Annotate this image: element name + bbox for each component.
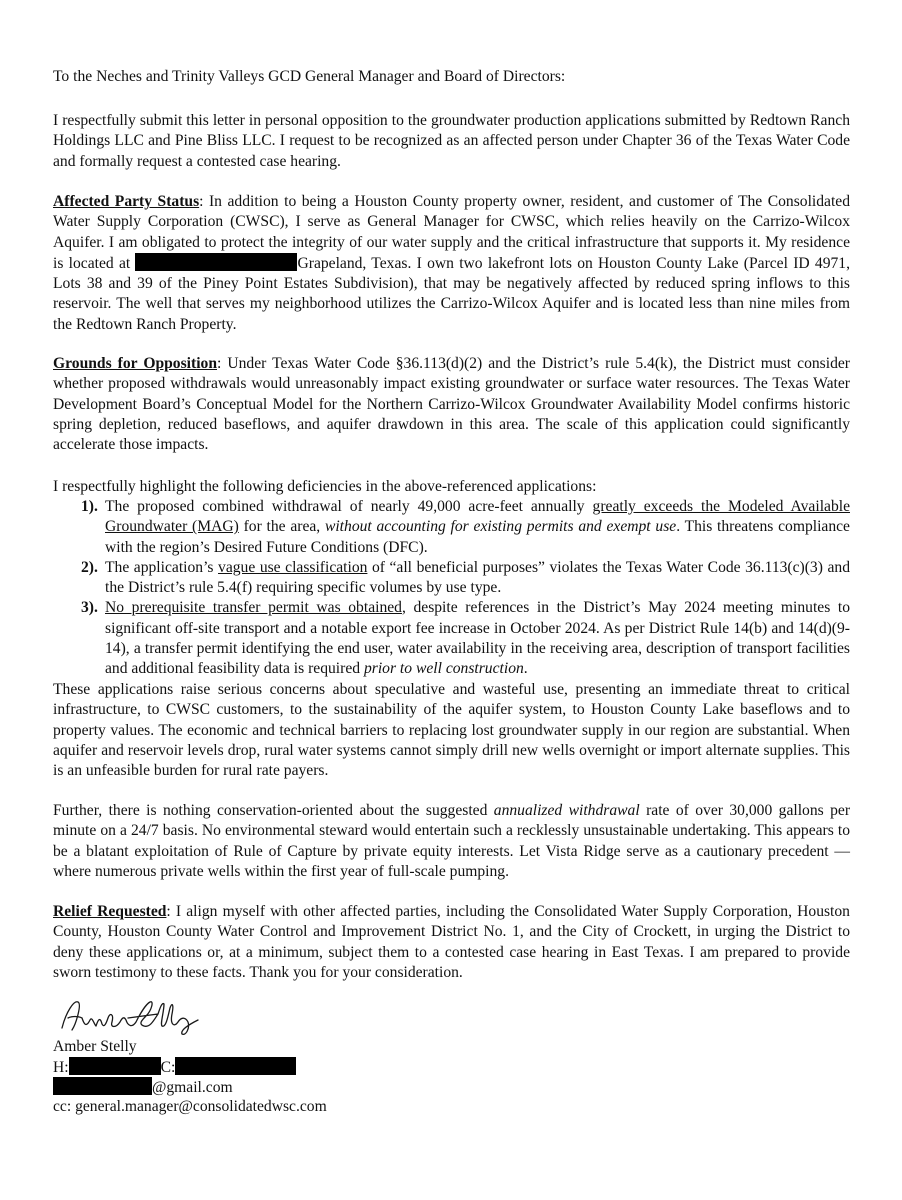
relief-paragraph: Relief Requested: I align myself with other affected parties, including the Consolidated Water Supply Corporation, Houston County, Houston County Water Control and Improvement District No. 1, and the City of Crockett, in urging the District to deny these applications or, at a minimum, subject them to a contested case hearing in East Texas. I am prepared to provide sworn testimony to these facts. Thank you for your consideration. (53, 903, 850, 981)
handwritten-signature (58, 994, 208, 1038)
concerns-paragraph: These applications raise serious concerns about speculative and wasteful use, presenting an immediate threat to critical infrastructure, to CWSC customers, to the sustainability of the aquifer system, to Houston County Lake baseflows and to property values. The economic and technical barriers to replacing lost groundwater supply in our region are substantial. When aquifer and reservoir levels drop, rural water systems cannot simply drill new wells overnight or import alternate supplies. This is an unfeasible burden for rural rate payers. (53, 681, 850, 780)
signer-name: Amber Stelly (53, 1038, 137, 1055)
deficiency-item-3: 3). No prerequisite transfer permit was obtained, despite references in the District’s May 2024 meeting minutes to significant off-site transport and a notable export fee increase in October 2024. As per District Rule 14(b) and 14(d)(9-14), a transfer permit identifying the end user, water availability in the receiving area, description of transport facilities and additional feasibility data is required prior to well construction. (81, 599, 850, 678)
salutation: To the Neches and Trinity Valleys GCD General Manager and Board of Directors: (53, 68, 566, 85)
affected-party-heading: Affected Party Status (53, 193, 200, 210)
redacted-home-phone (69, 1057, 161, 1075)
phone-line: H: C: (53, 1057, 296, 1078)
cc-line: cc: general.manager@consolidatedwsc.com (53, 1098, 327, 1115)
redacted-cell-phone (175, 1057, 296, 1075)
deficiencies-intro: I respectfully highlight the following deficiencies in the above-referenced applications: (53, 478, 597, 495)
further-paragraph: Further, there is nothing conservation-oriented about the suggested annualized withdrawal rate of over 30,000 gallons per minute on a 24/7 basis. No environmental steward would entertain such a recklessly unsustainable undertaking. This appears to be a blatant exploitation of Rule of Capture by private equity interests. Let Vista Ridge serve as a cautionary precedent — where numerous private wells within the first year of full-scale pumping. (53, 802, 851, 880)
grounds-heading: Grounds for Opposition (53, 355, 217, 372)
deficiency-list (53, 497, 850, 680)
email-line: @gmail.com (53, 1077, 233, 1098)
deficiency-item-2: 2). The application’s vague use classification of “all beneficial purposes” violates the Texas Water Code 36.113(c)(3) and the District’s rule 5.4(f) requiring specific volumes by use type. (81, 558, 850, 597)
grounds-paragraph: Grounds for Opposition: Under Texas Water Code §36.113(d)(2) and the District’s rule 5.4(k), the District must consider whether proposed withdrawals would unreasonably impact existing groundwater or surface water resources. The Texas Water Development Board’s Conceptual Model for the Northern Carrizo-Wilcox Groundwater Availability Model confirms historic spring depletion, reduced baseflows, and aquifer drawdown in this area. The scale of this application could significantly accelerate those impacts. (53, 355, 850, 454)
intro-paragraph: I respectfully submit this letter in personal opposition to the groundwater production applications submitted by Redtown Ranch Holdings LLC and Pine Bliss LLC. I request to be recognized as an affected person under Chapter 36 of the Texas Water Code and formally request a contested case hearing. (53, 112, 850, 170)
redacted-email-user (53, 1077, 152, 1095)
affected-party-paragraph: Affected Party Status: In addition to being a Houston County property owner, resident, and customer of The Consolidated Water Supply Corporation (CWSC), I serve as General Manager for CWSC, which relies heavily on the Carrizo-Wilcox Aquifer. I am obligated to protect the integrity of our water supply and the critical infrastructure that supports it. My residence is located at Grapeland, Texas. I own two lakefront lots on Houston County Lake (Parcel ID 4971, Lots 38 and 39 of the Piney Point Estates Subdivision), that may be negatively affected by reduced spring inflows to this reservoir. The well that serves my neighborhood utilizes the Carrizo-Wilcox Aquifer and is located less than nine miles from the Redtown Ranch Property. (53, 193, 851, 333)
relief-heading: Relief Requested (53, 903, 167, 920)
redacted-address (135, 253, 297, 271)
deficiency-item-1: 1). The proposed combined withdrawal of nearly 49,000 acre-feet annually greatly exceeds the Modeled Available Groundwater (MAG) for the area, without accounting for existing permits and exempt use. This threatens compliance with the region’s Desired Future Conditions (DFC). (81, 498, 850, 556)
